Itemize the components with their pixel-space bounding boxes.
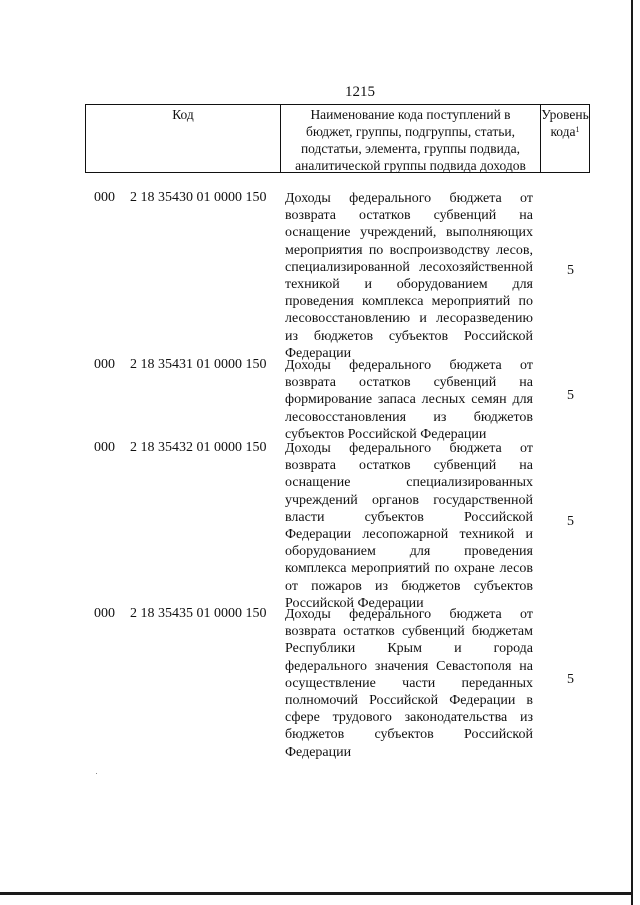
description-line: Доходы федерального бюджета от (285, 358, 533, 373)
scan-edge-bottom (0, 892, 633, 895)
description-line: субъектов Российской Федерации (285, 426, 487, 442)
header-level-cell (540, 104, 590, 173)
description-line: Федерации лесопожарной техникой и (285, 526, 533, 542)
row-description (285, 190, 533, 362)
description-line: специализированной лесохозяйственной (285, 259, 533, 275)
description-line: Республики Крым и города (285, 641, 533, 657)
description-line: Доходы федерального бюджета от (285, 191, 533, 206)
row-description (285, 357, 533, 443)
header-name-line: подстатьи, элемента, группы подвида, (300, 141, 521, 156)
description-line: из бюджетов субъектов Российской (285, 328, 533, 344)
description-line: комплекса мероприятий по охране лесов (285, 561, 533, 577)
row-description (285, 440, 533, 612)
row-income-code: 2 18 35431 01 0000 150 (130, 357, 267, 372)
header-code-label: Код (172, 107, 194, 122)
row-income-code: 2 18 35432 01 0000 150 (130, 440, 267, 455)
header-level-line2 (541, 123, 589, 140)
header-name-line: аналитической группы подвида доходов (295, 158, 526, 173)
row-income-code: 2 18 35435 01 0000 150 (130, 606, 267, 621)
description-line: возврата остатков субвенций на (285, 458, 533, 474)
row-group-code: 000 (94, 440, 115, 455)
description-line: полномочий Российской Федерации в (285, 692, 533, 708)
header-level-line1: Уровень (541, 107, 589, 122)
description-line: лесовосстановления из бюджетов (285, 409, 533, 425)
description-line: власти субъектов Российской (285, 509, 533, 525)
description-line: Федерации (285, 345, 352, 361)
description-line: проведения комплекса мероприятий по (285, 294, 533, 310)
row-level: 5 (567, 263, 574, 278)
description-line: учреждений органов государственной (285, 492, 533, 508)
description-line: Доходы федерального бюджета от (285, 441, 533, 456)
row-group-code: 000 (94, 190, 115, 205)
description-line: возврата остатков субвенций бюджетам (285, 624, 533, 640)
scan-edge-right (631, 0, 633, 905)
row-group-code: 000 (94, 357, 115, 372)
description-line: оснащение учреждений, выполняющих (285, 225, 533, 241)
description-line: сфере трудового законодательства из (285, 710, 533, 726)
description-line: осуществление части переданных (285, 675, 533, 691)
row-description (285, 606, 533, 761)
header-level-word: кода (550, 124, 576, 139)
description-line: оборудованием для проведения (285, 544, 533, 560)
description-line: возврата остатков субвенций на (285, 208, 533, 224)
description-line: мероприятия по воспроизводству лесов, (285, 242, 533, 258)
description-line: от пожаров из бюджетов субъектов (285, 578, 533, 594)
footnote-marker: 1 (575, 125, 580, 134)
row-level: 5 (567, 514, 574, 529)
header-code-cell (85, 104, 280, 173)
description-line: Доходы федерального бюджета от (285, 607, 533, 622)
description-line: лесовосстановлению и лесоразведению (285, 311, 533, 327)
page-number: 1215 (345, 84, 375, 100)
header-name-cell (280, 104, 540, 173)
header-level-label (541, 105, 589, 140)
row-level: 5 (567, 388, 574, 403)
row-income-code: 2 18 35430 01 0000 150 (130, 190, 267, 205)
description-line: бюджетов субъектов Российской (285, 727, 533, 743)
description-line: федерального значения Севастополя на (285, 658, 533, 674)
description-line: Российской Федерации (285, 595, 424, 611)
description-line: техникой и оборудованием для (285, 276, 533, 292)
header-name-line: бюджет, группы, подгруппы, статьи, (306, 124, 515, 139)
scan-speck (96, 773, 97, 774)
description-line: возврата остатков субвенций на (285, 375, 533, 391)
header-name-line: Наименование кода поступлений в (310, 107, 511, 122)
row-group-code: 000 (94, 606, 115, 621)
description-line: оснащение специализированных (285, 475, 533, 491)
header-name-label (281, 105, 540, 174)
row-level: 5 (567, 672, 574, 687)
description-line: Федерации (285, 744, 352, 760)
description-line: формирование запаса лесных семян для (285, 392, 533, 408)
